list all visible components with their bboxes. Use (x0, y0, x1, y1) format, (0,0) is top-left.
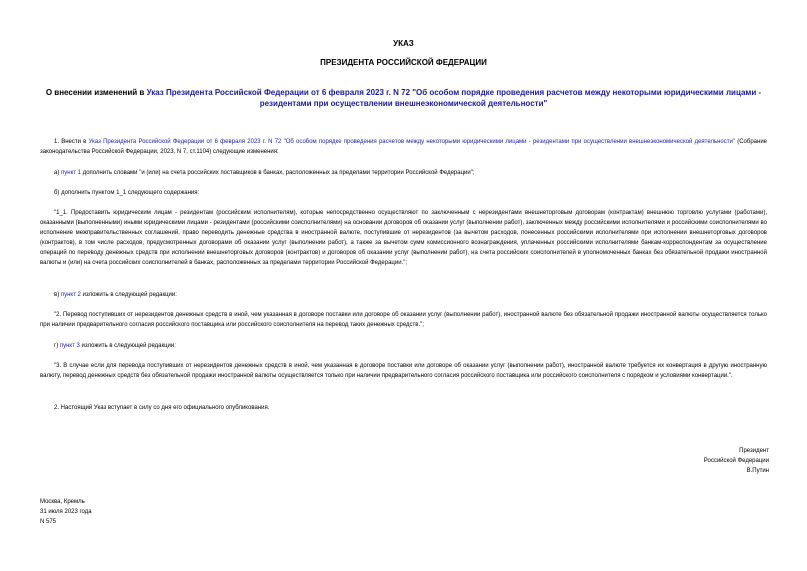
paragraph-2: 2. Настоящий Указ вступает в силу со дня его официального опубликования. (54, 405, 270, 411)
signature-line-3: В.Путин (746, 468, 769, 474)
p1-suffix: (Собрание законодательства Российской Федерации, 2023, N 7, ст.1104) следующие изменения: (40, 139, 768, 155)
place-line-1: Москва, Кремль (40, 499, 85, 505)
v-prefix: в) (54, 292, 61, 298)
subject-link[interactable]: Указ Президента Российской Федерации от 6 февраля 2023 г. N 72 "Об особом порядке проведения расчетов между некоторыми юридическими лицами - резидентами при осуществлении внешнеэкономической деятельности" (146, 88, 762, 108)
doc-subject (40, 87, 767, 109)
p1-prefix: 1. Внести в (54, 139, 89, 145)
place-date-block (40, 497, 92, 527)
doc-issuer: ПРЕЗИДЕНТА РОССИЙСКОЙ ФЕДЕРАЦИИ (320, 58, 487, 67)
doc-title: УКАЗ (393, 39, 414, 48)
paragraph-v (40, 290, 767, 300)
paragraph-g-quote: "3. В случае если для перевода поступивших от нерезидентов денежных средств в иной, чем указанная в договоре поставки или договоре об оказании услуг (выполнении работ), иностранной валюте требуется их конвертация в другую иностранную валюту, перевод денежных средств без обязательной продажи иностранной валюты осуществляется только при наличии предварительного согласия российского поставщика или российского соисполнителя с порядком и условиями конвертации.". (40, 363, 767, 379)
g-prefix: г) (54, 343, 60, 349)
paragraph-g (40, 341, 767, 351)
signature-block (704, 446, 769, 476)
v-suffix: изложить в следующей редакции: (80, 292, 177, 298)
paragraph-b: б) дополнить пунктом 1_1 следующего содержания: (54, 190, 200, 196)
signature-line-2: Российской Федерации (703, 458, 769, 464)
signature-line-1: Президент (739, 448, 769, 454)
a-prefix: а) (54, 170, 62, 176)
v-link[interactable]: пункт 2 (60, 292, 81, 298)
a-link[interactable]: пункт 1 (61, 170, 82, 176)
g-suffix: изложить в следующей редакции: (79, 343, 176, 349)
paragraph-1 (40, 137, 767, 157)
subject-prefix: О внесении изменений в (45, 88, 147, 97)
paragraph-a (40, 168, 767, 178)
paragraph-v-quote: "2. Перевод поступивших от нерезидентов денежных средств в иной, чем указанная в договоре поставки или договоре об оказании услуг (выполнении работ), иностранной валюте без обязательной продажи иностранной валюты осуществляется только при наличии предварительного согласия российского поставщика или российского соисполнителя на перевод таких денежных средств."; (40, 312, 767, 328)
place-line-3: N 575 (40, 519, 57, 525)
g-link[interactable]: пункт 3 (59, 343, 80, 349)
p1-link[interactable]: Указ Президента Российской Федерации от 6 февраля 2023 г. N 72 "Об особом порядке проведения расчетов между некоторыми юридическими лицами - резидентами при осуществлении внешнеэкономической деятельности" (88, 139, 736, 145)
paragraph-b-quote: "1_1. Предоставить юридическим лицам - резидентам (российским исполнителям), которые непосредственно осуществляют по заключенным с нерезидентами внешнеторговым договорам (контрактам) внешнюю торговлю услугами (работами), оказанными (выполненными) иными юридическими лицами - резидентами (российскими соисполнителями) на основании договоров об оказании услуг (выполнении работ), заключенных между российскими исполнителями и российскими соисполнителями во исполнение межправительственных соглашений, право переводить денежные средства в иностранной валюте, поступившие от нерезидентов (за вычетом расходов, понесенных российскими исполнителями при исполнении внешнеторговых договоров (контрактов), в том числе расходов, предусмотренных договорами об оказании услуг (выполнении работ), а также за вычетом сумм комиссионного вознаграждения, уплаченных российскими исполнителями банкам-корреспондентам за осуществление операций по переводу денежных средств при исполнении внешнеторговых договоров (контрактов) и договоров об оказании услуг (выполнении работ), на счета российских соисполнителей в уполномоченных банках без обязательной продажи иностранной валюты и (или) на счета российских соисполнителей в банках, расположенных за пределами территории Российской Федерации."; (40, 210, 767, 266)
a-suffix: дополнить словами "и (или) на счета российских поставщиков в банках, расположенных за пределами территории Российской Федерации"; (81, 170, 475, 176)
place-line-2: 31 июля 2023 года (40, 509, 92, 515)
